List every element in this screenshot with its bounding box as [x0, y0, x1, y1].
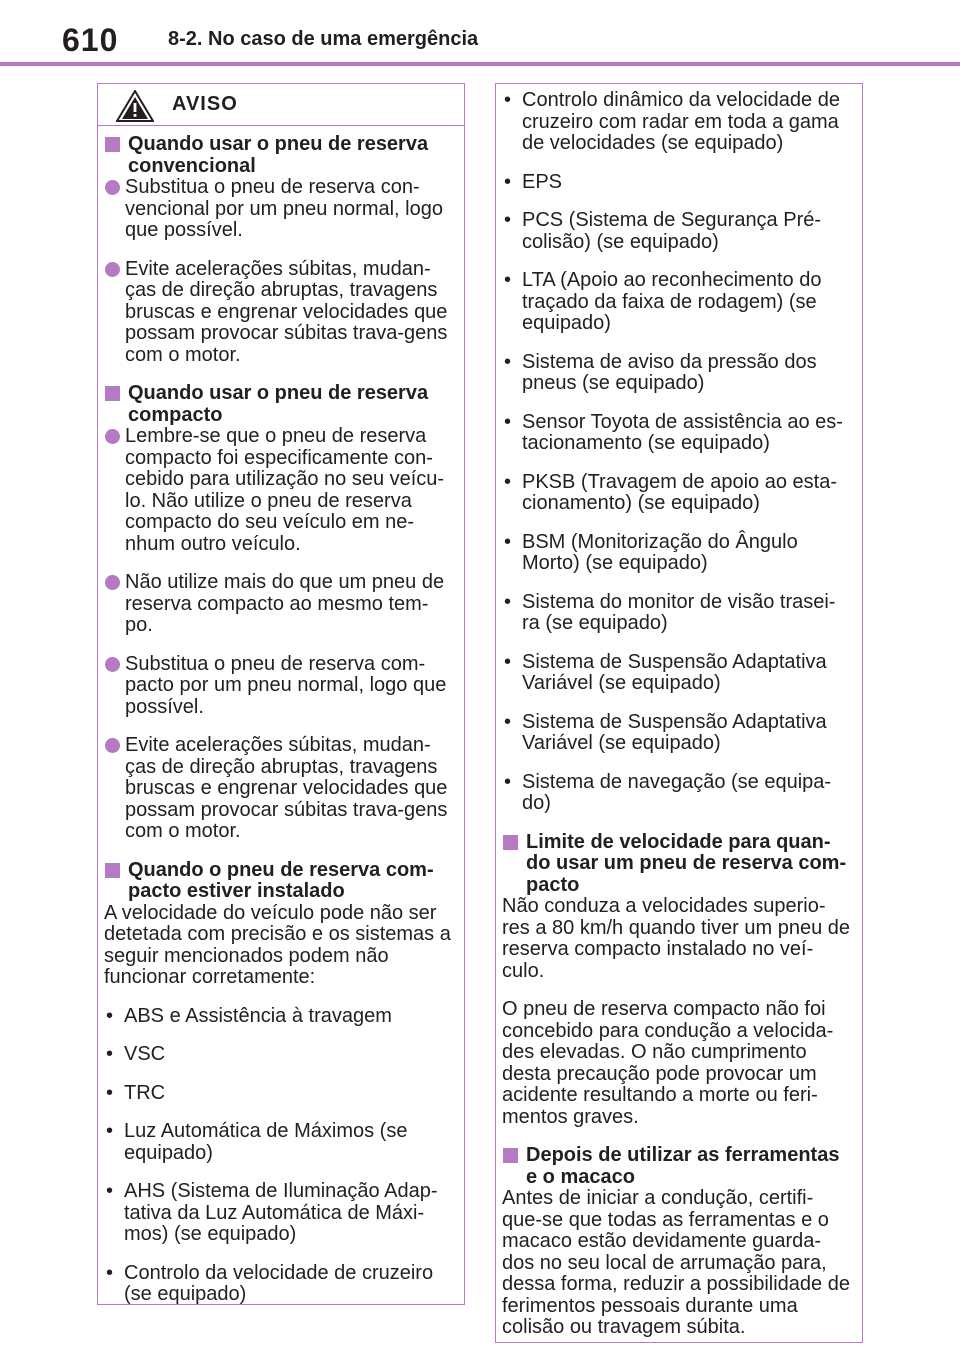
- list-item: Substitua o pneu de reserva com-pacto por um pneu normal, logo que possível.: [104, 654, 452, 719]
- list-item: Evite acelerações súbitas, mudan-ças de direção abruptas, travagens bruscas e engrenar velocidades que possam provocar súbitas trava-gens com o motor.: [104, 735, 452, 843]
- circle-bullet-icon: [105, 575, 120, 590]
- bullet-dot: •: [504, 350, 512, 373]
- bullet-dot: •: [106, 1004, 114, 1027]
- heading-compact-spare: Quando usar o pneu de reserva compacto: [104, 383, 452, 426]
- system-item: • TRC: [106, 1081, 166, 1104]
- paragraph: O pneu de reserva compacto não foi concebido para condução a velocida-des elevadas. O não cumprimento desta precaução pode provocar um acidente resultando a morte ou feri-mentos graves.: [502, 998, 834, 1128]
- system-item: • Sensor Toyota de assistência ao es-tacionamento (se equipado): [504, 410, 843, 454]
- system-item: • PKSB (Travagem de apoio ao esta-cionamento) (se equipado): [504, 470, 837, 514]
- section-title: 8-2. No caso de uma emergência: [168, 28, 479, 50]
- circle-bullet-icon: [105, 180, 120, 195]
- page-header: [0, 0, 960, 66]
- system-item: • Sistema de navegação (se equipa-do): [504, 770, 832, 814]
- bullet-dot: •: [504, 269, 512, 291]
- heading-after-tools: Depois de utilizar as ferramentas e o macaco: [502, 1145, 850, 1188]
- warning-body-right: [496, 84, 862, 1339]
- paragraph: Antes de iniciar a condução, certifi-que-se que todas as ferramentas e o macaco estão devidamente guarda-dos no seu local de arrumação para, dessa forma, reduzir a possibilidade de ferimentos pessoais durante uma colisão ou travagem súbita.: [502, 1187, 850, 1338]
- bullet-dot: •: [504, 410, 512, 433]
- system-item: • Sistema de Suspensão Adaptativa Variável (se equipado): [504, 710, 827, 754]
- bullet-dot: •: [106, 1120, 114, 1142]
- warning-triangle-icon: [116, 90, 154, 122]
- warning-title: AVISO: [172, 93, 238, 115]
- bullet-dot: •: [106, 1261, 114, 1284]
- page-number: 610: [62, 22, 119, 58]
- heading-compact-installed: Quando o pneu de reserva com-pacto estiver instalado: [104, 860, 452, 903]
- system-item: • Luz Automática de Máximos (se equipado): [106, 1120, 408, 1164]
- list-item: Não utilize mais do que um pneu de reserva compacto ao mesmo tem-po.: [104, 572, 452, 637]
- system-item: • ABS e Assistência à travagem: [106, 1004, 392, 1027]
- bullet-dot: •: [504, 590, 512, 613]
- warning-box-left: [97, 83, 465, 1305]
- circle-bullet-icon: [105, 429, 120, 444]
- system-item: • EPS: [504, 170, 563, 193]
- square-bullet-icon: [503, 1148, 518, 1163]
- bullet-dot: •: [504, 470, 512, 493]
- system-item: • AHS (Sistema de Iluminação Adap-tativa da Luz Automática de Máxi-mos) (se equipado): [106, 1180, 438, 1245]
- bullet-dot: •: [504, 770, 512, 793]
- circle-bullet-icon: [105, 262, 120, 277]
- bullet-dot: •: [504, 89, 512, 111]
- warning-header: [98, 84, 464, 126]
- header-rule: [0, 62, 960, 66]
- circle-bullet-icon: [105, 657, 120, 672]
- list-item: Lembre-se que o pneu de reserva compacto foi especificamente con-cebido para utilização no seu veícu-lo. Não utilize o pneu de reserva compacto do seu veículo em ne-nhum outro veículo.: [104, 426, 452, 555]
- paragraph: Não conduza a velocidades superio-res a 80 km/h quando tiver um pneu de reserva compacto instalado no veí-culo.: [502, 895, 850, 982]
- system-item: • BSM (Monitorização do Ângulo Morto) (se equipado): [504, 530, 798, 574]
- system-item: • Controlo da velocidade de cruzeiro (se equipado): [106, 1261, 434, 1305]
- list-item: Evite acelerações súbitas, mudan-ças de direção abruptas, travagens bruscas e engrenar velocidades que possam provocar súbitas trava-gens com o motor.: [104, 259, 452, 367]
- system-item: • Sistema do monitor de visão trasei-ra (se equipado): [504, 590, 836, 634]
- heading-speed-limit: Limite de velocidade para quan-do usar um pneu de reserva com-pacto: [502, 832, 850, 897]
- bullet-dot: •: [106, 1043, 114, 1065]
- bullet-dot: •: [504, 209, 512, 231]
- heading-conventional-spare: Quando usar o pneu de reserva convencional: [104, 134, 452, 177]
- square-bullet-icon: [105, 863, 120, 878]
- paragraph: A velocidade do veículo pode não ser detetada com precisão e os sistemas a seguir mencionados podem não funcionar corretamente:: [104, 901, 451, 988]
- square-bullet-icon: [105, 137, 120, 152]
- system-item: • VSC: [106, 1043, 166, 1065]
- system-item: • Sistema de Suspensão Adaptativa Variável (se equipado): [504, 650, 827, 694]
- bullet-dot: •: [106, 1081, 114, 1104]
- bullet-dot: •: [504, 170, 512, 193]
- bullet-dot: •: [106, 1180, 114, 1202]
- circle-bullet-icon: [105, 738, 120, 753]
- warning-box-right: [495, 83, 863, 1343]
- bullet-dot: •: [504, 710, 512, 733]
- bullet-dot: •: [504, 530, 512, 553]
- system-item: • Controlo dinâmico da velocidade de cruzeiro com radar em toda a gama de velocidades (se equipado): [504, 89, 840, 154]
- square-bullet-icon: [503, 835, 518, 850]
- system-item: • LTA (Apoio ao reconhecimento do traçado da faixa de rodagem) (se equipado): [504, 269, 822, 334]
- list-item: Substitua o pneu de reserva con-vencional por um pneu normal, logo que possível.: [104, 177, 452, 242]
- bullet-dot: •: [504, 650, 512, 673]
- warning-body-left: [98, 126, 464, 1306]
- system-item: • Sistema de aviso da pressão dos pneus (se equipado): [504, 350, 817, 394]
- square-bullet-icon: [105, 386, 120, 401]
- system-item: • PCS (Sistema de Segurança Pré-colisão) (se equipado): [504, 209, 822, 253]
